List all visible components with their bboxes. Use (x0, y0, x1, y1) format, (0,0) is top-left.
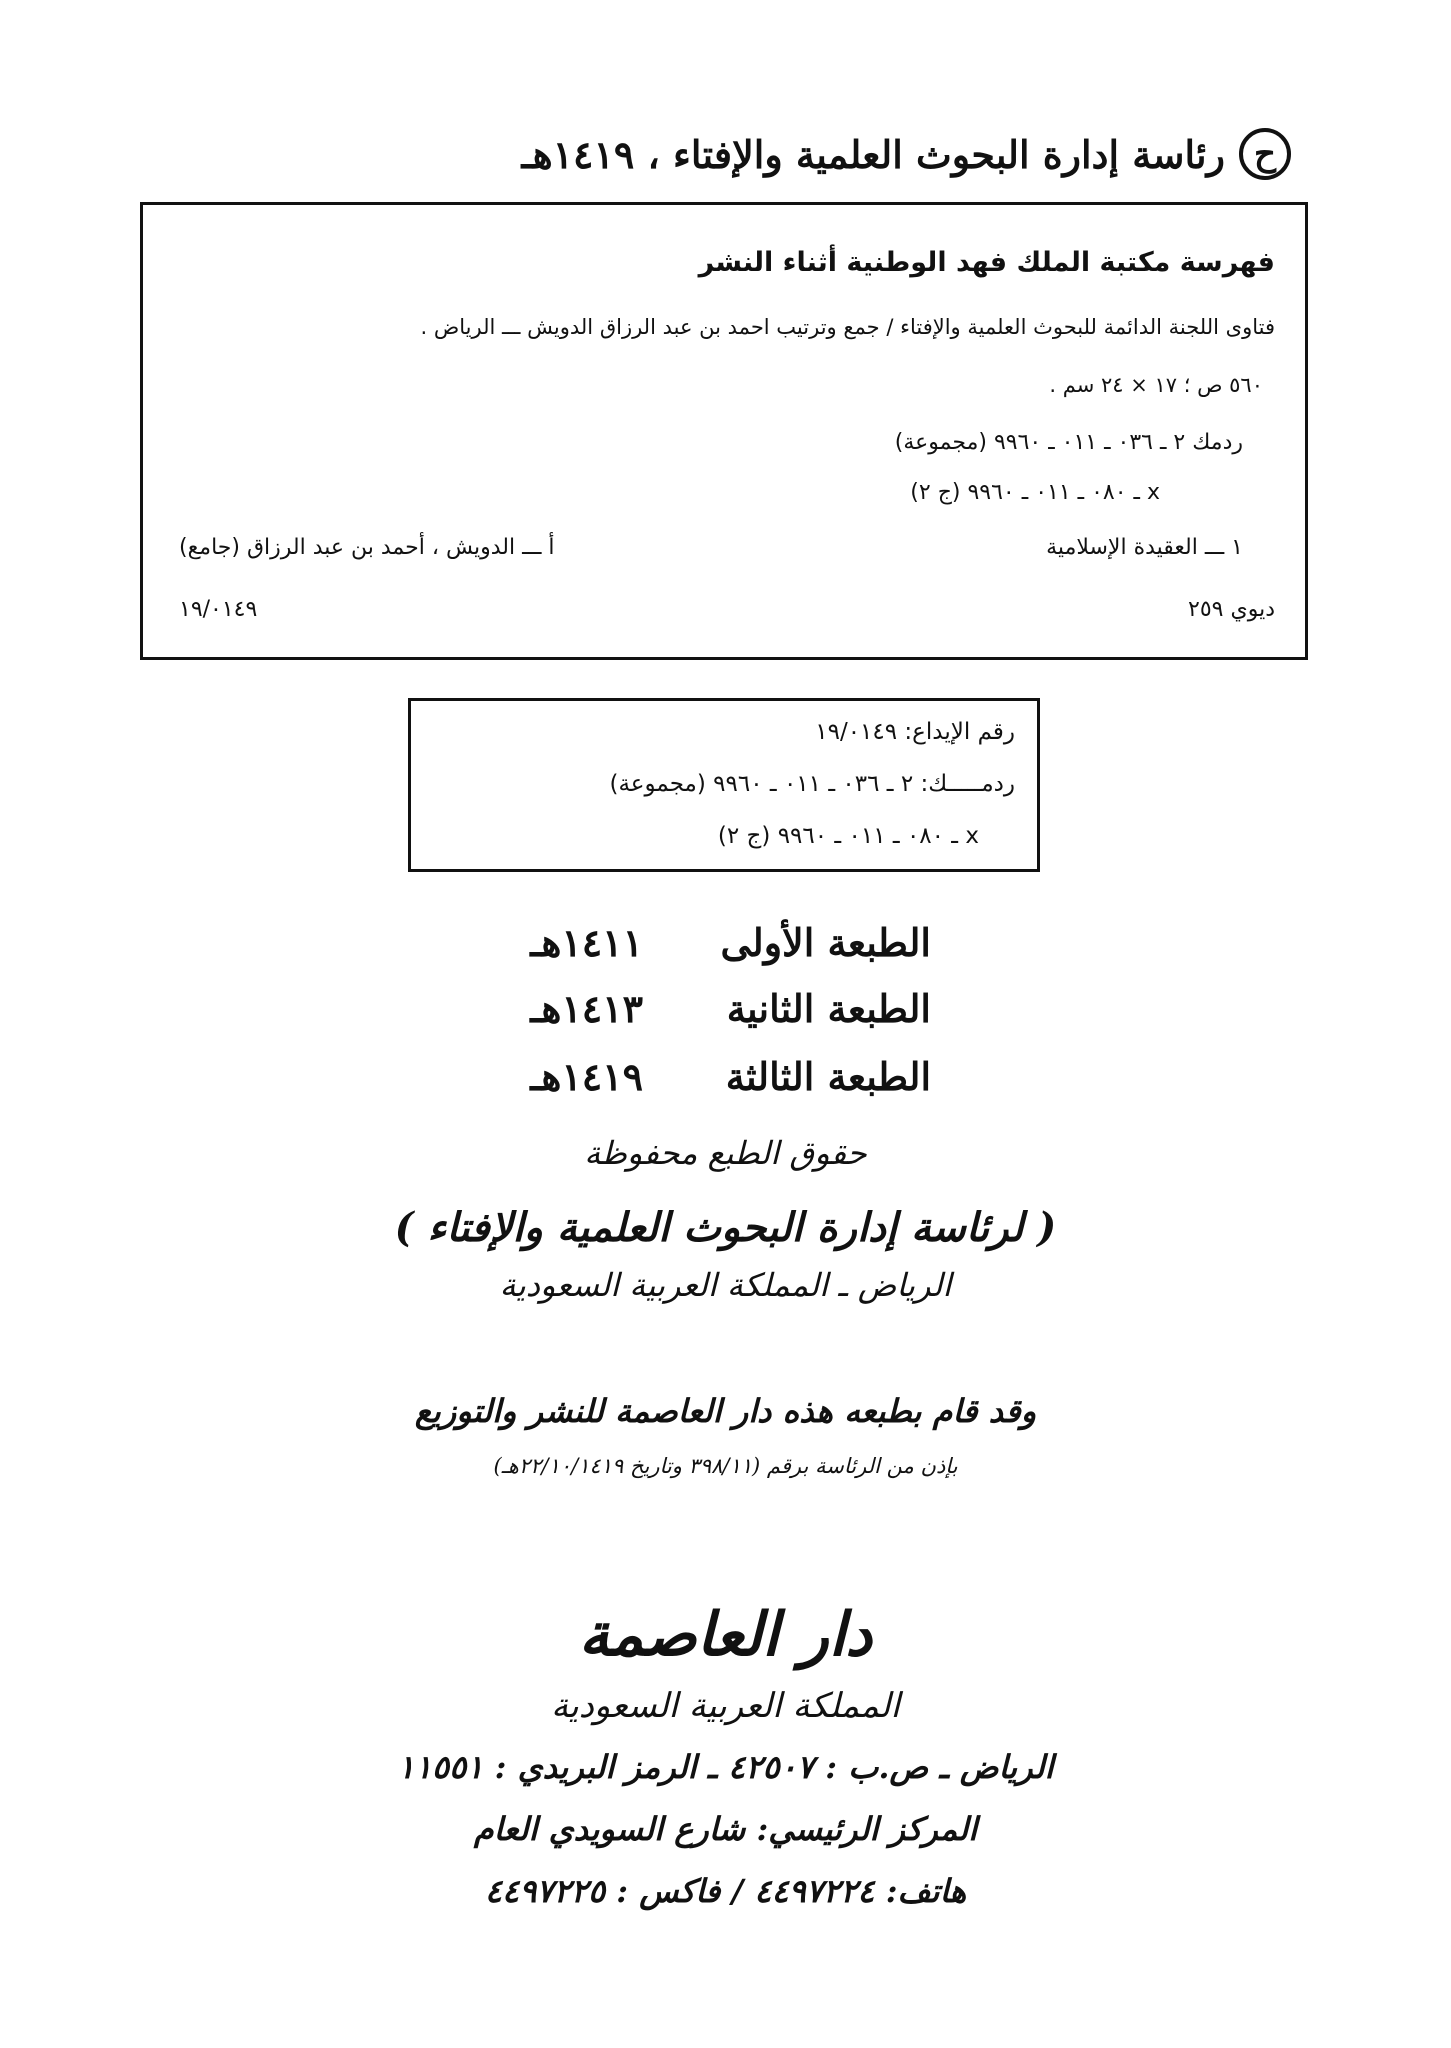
deposit-box (408, 698, 1040, 872)
rights-holder: ( لرئاسة إدارة البحوث العلمية والإفتاء ) (394, 1204, 1057, 1251)
edition-second (530, 986, 931, 1031)
catalog-description: فتاوى اللجنة الدائمة للبحوث العلمية والإفتاء / جمع وترتيب احمد بن عبد الرزاق الدويش ـــ الرياض . (420, 315, 1275, 339)
edition-name: الطبعة الأولى (720, 920, 931, 965)
edition-year: ١٤١١هـ (530, 920, 643, 965)
catalog-number: ١٩/٠١٤٩ (179, 597, 258, 622)
printed-by: وقد قام بطبعه هذه دار العاصمة للنشر والتوزيع (414, 1392, 1037, 1430)
catalog-author-entry: أ ـــ الدويش ، أحمد بن عبد الرزاق (جامع) (179, 535, 555, 560)
edition-year: ١٤١٣هـ (530, 986, 643, 1031)
catalog-size: ٥٦٠ ص ؛ ١٧ × ٢٤ سم . (1049, 373, 1263, 397)
publisher-main-center: المركز الرئيسي: شارع السويدي العام (473, 1810, 978, 1848)
edition-year: ١٤١٩هـ (530, 1054, 643, 1099)
catalog-dewey: ديوي ٢٥٩ (1188, 597, 1275, 622)
edition-name: الطبعة الثانية (726, 986, 931, 1031)
catalog-title: فهرسة مكتبة الملك فهد الوطنية أثناء النشر (698, 247, 1275, 278)
copyright-text: رئاسة إدارة البحوث العلمية والإفتاء ، ١٤١٩هـ (521, 131, 1225, 177)
publisher-address: الرياض ـ ص.ب : ٤٢٥٠٧ ـ الرمز البريدي : ١١٥٥١ (397, 1748, 1054, 1786)
edition-name: الطبعة الثالثة (725, 1054, 931, 1099)
copyright-notice (521, 128, 1291, 180)
rights-reserved: حقوق الطبع محفوظة (584, 1134, 867, 1172)
catalog-isbn-volume: x ـ ٠٨٠ ـ ٠١١ ـ ٩٩٦٠ (ج ٢) (910, 480, 1160, 505)
deposit-isbn-volume: x ـ ٠٨٠ ـ ٠١١ ـ ٩٩٦٠ (ج ٢) (717, 823, 979, 849)
publisher-name: دار العاصمة (578, 1600, 873, 1670)
cataloging-in-publication-box (140, 202, 1308, 660)
edition-first (530, 920, 931, 965)
catalog-subject: ١ ـــ العقيدة الإسلامية (1046, 535, 1243, 560)
publisher-country: المملكة العربية السعودية (551, 1686, 900, 1726)
deposit-number: رقم الإيداع: ١٩/٠١٤٩ (815, 719, 1015, 745)
copyright-symbol: ح (1239, 128, 1291, 180)
edition-third (530, 1054, 931, 1099)
deposit-isbn-set: ردمـــــك: ٢ ـ ٠٣٦ ـ ٠١١ ـ ٩٩٦٠ (مجموعة) (609, 771, 1015, 797)
rights-holder-location: الرياض ـ المملكة العربية السعودية (499, 1266, 952, 1304)
publisher-phone-fax: هاتف: ٤٤٩٧٢٢٤ / فاكس : ٤٤٩٧٢٢٥ (484, 1872, 967, 1910)
catalog-isbn-set: ردمك ٢ ـ ٠٣٦ ـ ٠١١ ـ ٩٩٦٠ (مجموعة) (894, 430, 1243, 455)
print-permission: بإذن من الرئاسة برقم (٣٩٨/١١ وتاريخ ٢٢/١٠/١٤١٩هـ) (493, 1454, 958, 1478)
